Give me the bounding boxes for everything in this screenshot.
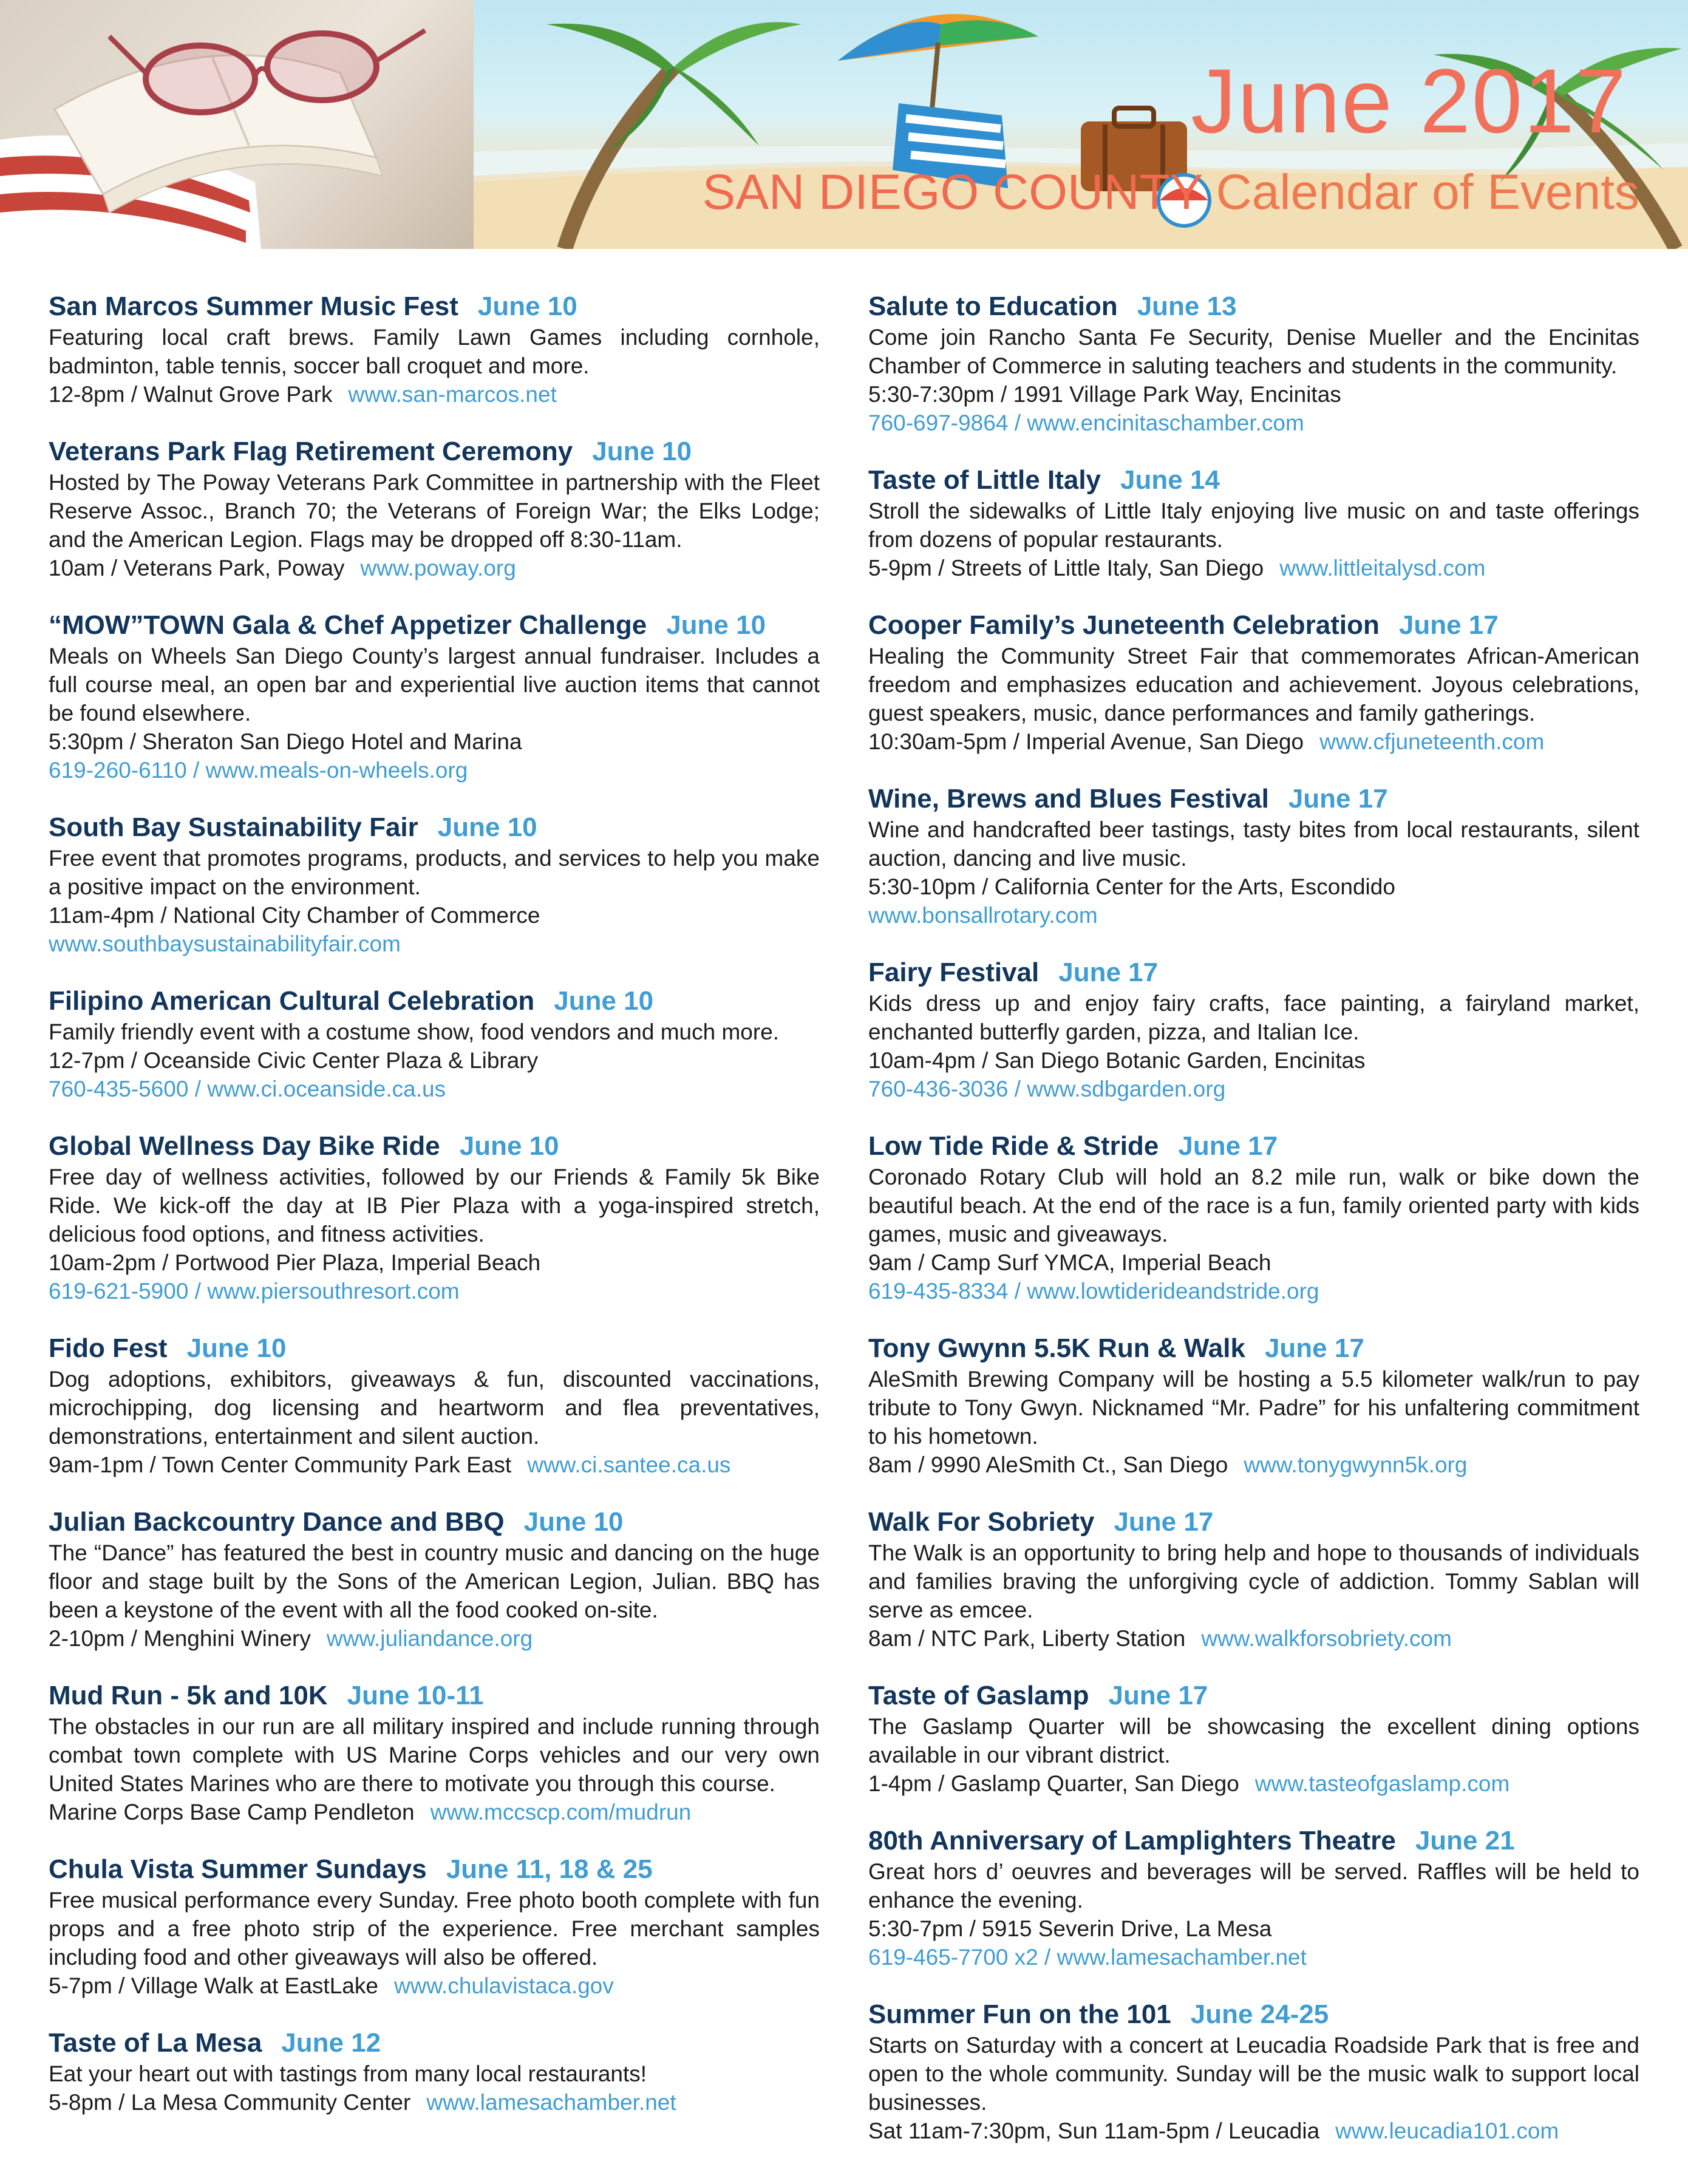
event-details xyxy=(49,1624,820,1653)
event-entry xyxy=(868,1506,1639,1653)
subtitle-county: SAN DIEGO COUNTY xyxy=(702,165,1202,220)
event-date: June 13 xyxy=(1137,291,1237,321)
event-title: Chula Vista Summer Sundays xyxy=(49,1854,427,1884)
event-header xyxy=(868,1679,1639,1712)
event-description: Healing the Community Street Fair that commemorates African-American freedom and emphasizes education and achievement. Joyous celebrations, guest speakers, music, dance performances and family gatherings. xyxy=(868,644,1639,726)
event-entry xyxy=(49,1853,820,2000)
event-description: AleSmith Brewing Company will be hosting a 5.5 kilometer walk/run to pay tribute to Tony Gwyn. Nicknamed “Mr. Padre” for his unfaltering commitment to his hometown. xyxy=(868,1367,1639,1449)
event-description: Wine and handcrafted beer tastings, tasty bites from local restaurants, silent auction, dancing and live music. xyxy=(868,817,1639,871)
event-description: Eat your heart out with tastings from many local restaurants! xyxy=(49,2061,647,2086)
book-glasses-photo xyxy=(0,0,474,249)
book-glasses-illustration xyxy=(0,0,474,249)
event-description: Free event that promotes programs, products, and services to help you make a positive impact on the environment. xyxy=(49,846,820,899)
event-header xyxy=(868,464,1639,497)
event-description: Stroll the sidewalks of Little Italy enjoying live music on and taste offerings from dozens of popular restaurants. xyxy=(868,498,1639,552)
event-url[interactable]: www.poway.org xyxy=(360,556,516,580)
event-entry xyxy=(49,1130,820,1305)
event-date: June 10-11 xyxy=(347,1681,484,1710)
event-time-location: 8am / NTC Park, Liberty Station xyxy=(868,1626,1186,1651)
event-header xyxy=(868,609,1639,642)
event-header xyxy=(868,1506,1639,1539)
event-url[interactable]: www.littleitalysd.com xyxy=(1279,556,1486,580)
event-date: June 10 xyxy=(459,1131,559,1161)
event-title: Fido Fest xyxy=(49,1333,168,1363)
event-description: Free day of wellness activities, followed by our Friends & Family 5k Bike Ride. We kick-off the day at IB Pier Plaza with a yoga-inspired stretch, delicious food options, and fitness activities. xyxy=(49,1165,820,1247)
event-title: Salute to Education xyxy=(868,291,1118,321)
header-banner xyxy=(0,0,1688,249)
event-header xyxy=(868,290,1639,323)
event-url[interactable]: www.cfjuneteenth.com xyxy=(1319,729,1545,754)
event-time-location: 5:30-7pm / 5915 Severin Drive, La Mesa xyxy=(868,1916,1272,1941)
event-title: Filipino American Cultural Celebration xyxy=(49,986,535,1016)
event-date: June 17 xyxy=(1264,1333,1364,1363)
event-time-location: 12-8pm / Walnut Grove Park xyxy=(49,382,333,407)
event-entry xyxy=(49,2027,820,2117)
event-header xyxy=(49,1853,820,1886)
event-title: Julian Backcountry Dance and BBQ xyxy=(49,1507,505,1537)
event-url[interactable]: www.tasteofgaslamp.com xyxy=(1254,1771,1510,1796)
event-description: Free musical performance every Sunday. Free photo booth complete with fun props and a free photo strip of the experience. Free merchant samples including food and other giveaways will also be offered. xyxy=(49,1888,820,1970)
event-date: June 10 xyxy=(437,812,537,842)
events-column-right xyxy=(868,290,1639,2172)
event-date: June 24-25 xyxy=(1190,1999,1329,2029)
event-date: June 17 xyxy=(1288,784,1388,814)
event-description: Starts on Saturday with a concert at Leucadia Roadside Park that is free and open to the whole community. Sunday will be the music walk to support local businesses. xyxy=(868,2033,1639,2115)
event-date: June 17 xyxy=(1108,1681,1208,1710)
event-description: Come join Rancho Santa Fe Security, Denise Mueller and the Encinitas Chamber of Commerce in saluting teachers and students in the community. xyxy=(868,325,1639,378)
event-title: Cooper Family’s Juneteenth Celebration xyxy=(868,610,1380,640)
event-title: South Bay Sustainability Fair xyxy=(49,812,418,842)
event-details xyxy=(49,1451,820,1479)
event-entry xyxy=(868,956,1639,1103)
event-date: June 10 xyxy=(477,291,577,321)
event-date: June 17 xyxy=(1398,610,1499,640)
event-title: Veterans Park Flag Retirement Ceremony xyxy=(49,437,573,466)
event-time-location: 5-8pm / La Mesa Community Center xyxy=(49,2090,411,2115)
event-time-location: 9am-1pm / Town Center Community Park East xyxy=(49,1452,512,1477)
event-date: June 17 xyxy=(1114,1507,1214,1537)
event-entry xyxy=(868,464,1639,582)
event-contact-link[interactable]: 619-465-7700 x2 / www.lamesachamber.net xyxy=(868,1945,1307,1970)
event-entry xyxy=(868,1332,1639,1479)
event-date: June 10 xyxy=(523,1507,624,1537)
event-entry xyxy=(49,985,820,1103)
event-header xyxy=(868,1332,1639,1365)
event-details xyxy=(868,1769,1639,1798)
event-header xyxy=(49,609,820,642)
event-date: June 10 xyxy=(592,437,692,466)
event-url[interactable]: www.walkforsobriety.com xyxy=(1201,1626,1452,1651)
event-title: “MOW”TOWN Gala & Chef Appetizer Challenge xyxy=(49,610,647,640)
event-contact-link[interactable]: 619-621-5900 / www.piersouthresort.com xyxy=(49,1279,460,1304)
event-date: June 14 xyxy=(1120,465,1220,495)
event-header xyxy=(49,1130,820,1163)
event-details xyxy=(868,727,1639,756)
event-contact-link[interactable]: 619-260-6110 / www.meals-on-wheels.org xyxy=(49,758,468,783)
event-time-location: 11am-4pm / National City Chamber of Commerce xyxy=(49,903,540,928)
event-details xyxy=(49,380,820,409)
event-details xyxy=(868,1451,1639,1479)
event-entry xyxy=(868,290,1639,437)
event-time-location: 10am / Veterans Park, Poway xyxy=(49,556,345,580)
event-header xyxy=(868,956,1639,989)
event-description: Great hors d’ oeuvres and beverages will be served. Raffles will be held to enhance the evening. xyxy=(868,1859,1639,1913)
subtitle-calendar: Calendar of Events xyxy=(1216,165,1639,220)
event-description: Dog adoptions, exhibitors, giveaways & fun, discounted vaccinations, microchipping, dog licensing and heartworm and flea preventatives, demonstrations, entertainment and silent auction. xyxy=(49,1367,820,1449)
event-date: June 10 xyxy=(186,1333,287,1363)
event-date: June 10 xyxy=(554,986,654,1016)
event-header xyxy=(868,1998,1639,2031)
page-title: June 2017 xyxy=(1191,50,1627,152)
event-description: The Gaslamp Quarter will be showcasing the excellent dining options available in our vibrant district. xyxy=(868,1714,1639,1767)
event-title: Summer Fun on the 101 xyxy=(868,1999,1171,2029)
event-time-location: 10:30am-5pm / Imperial Avenue, San Diego xyxy=(868,729,1304,754)
event-description: Featuring local craft brews. Family Lawn Games including cornhole, badminton, table tennis, soccer ball croquet and more. xyxy=(49,325,820,378)
event-title: Taste of Gaslamp xyxy=(868,1681,1089,1710)
event-description: Family friendly event with a costume show, food vendors and much more. xyxy=(49,1019,780,1044)
event-description: Meals on Wheels San Diego County’s largest annual fundraiser. Includes a full course meal, an open bar and experiential live auction items that cannot be found elsewhere. xyxy=(49,644,820,726)
event-description: Kids dress up and enjoy fairy crafts, face painting, a fairyland market, enchanted butterfly garden, pizza, and Italian Ice. xyxy=(868,991,1639,1044)
event-url[interactable]: www.leucadia101.com xyxy=(1335,2118,1559,2143)
event-url[interactable]: www.chulavistaca.gov xyxy=(393,1973,614,1998)
event-title: Mud Run - 5k and 10K xyxy=(49,1681,328,1710)
event-details xyxy=(49,2088,820,2117)
event-time-location: 10am-4pm / San Diego Botanic Garden, Encinitas xyxy=(868,1048,1366,1073)
event-url[interactable]: www.san-marcos.net xyxy=(348,382,557,407)
event-time-location: 8am / 9990 AleSmith Ct., San Diego xyxy=(868,1452,1228,1477)
event-time-location: 1-4pm / Gaslamp Quarter, San Diego xyxy=(868,1771,1239,1796)
event-title: Taste of Little Italy xyxy=(868,465,1101,495)
event-contact-link[interactable]: www.southbaysustainabilityfair.com xyxy=(49,931,401,956)
event-contact-link[interactable]: 760-436-3036 / www.sdbgarden.org xyxy=(868,1077,1226,1101)
event-url[interactable]: www.juliandance.org xyxy=(326,1626,533,1651)
event-header xyxy=(49,1679,820,1712)
event-header xyxy=(49,1506,820,1539)
event-title: Taste of La Mesa xyxy=(49,2028,262,2058)
event-url[interactable]: www.mccscp.com/mudrun xyxy=(430,1800,692,1825)
event-date: June 10 xyxy=(666,610,766,640)
event-time-location: 5:30-7:30pm / 1991 Village Park Way, Encinitas xyxy=(868,382,1341,407)
event-entry xyxy=(49,1332,820,1479)
event-time-location: 5-9pm / Streets of Little Italy, San Diego xyxy=(868,556,1264,580)
event-entry xyxy=(868,783,1639,930)
event-header xyxy=(49,811,820,844)
event-time-location: 5-7pm / Village Walk at EastLake xyxy=(49,1973,378,1998)
event-time-location: 12-7pm / Oceanside Civic Center Plaza & Library xyxy=(49,1048,539,1073)
event-title: Walk For Sobriety xyxy=(868,1507,1095,1537)
event-time-location: 10am-2pm / Portwood Pier Plaza, Imperial Beach xyxy=(49,1250,541,1275)
event-description: The obstacles in our run are all military inspired and include running through combat town complete with US Marine Corps vehicles and our very own United States Marines who are there to motivate you through this course. xyxy=(49,1714,820,1796)
event-entry xyxy=(49,435,820,582)
event-entry xyxy=(868,609,1639,756)
event-time-location: 5:30-10pm / California Center for the Arts, Escondido xyxy=(868,874,1395,899)
event-time-location: 9am / Camp Surf YMCA, Imperial Beach xyxy=(868,1250,1271,1275)
event-title: Low Tide Ride & Stride xyxy=(868,1131,1159,1161)
event-entry xyxy=(868,1679,1639,1798)
event-title: San Marcos Summer Music Fest xyxy=(49,291,458,321)
event-contact-link[interactable]: www.bonsallrotary.com xyxy=(868,903,1098,928)
event-header xyxy=(49,2027,820,2060)
event-entry xyxy=(49,609,820,784)
event-time-location: 2-10pm / Menghini Winery xyxy=(49,1626,311,1651)
event-title: Wine, Brews and Blues Festival xyxy=(868,784,1269,814)
event-title: Fairy Festival xyxy=(868,958,1040,987)
event-details xyxy=(49,554,820,582)
event-entry xyxy=(868,1130,1639,1305)
event-description: Hosted by The Poway Veterans Park Committee in partnership with the Fleet Reserve Assoc., Branch 70; the Veterans of Foreign War; the Elks Lodge; and the American Legion. Flags may be dropped off 8:30-11am. xyxy=(49,470,820,552)
event-url[interactable]: www.tonygwynn5k.org xyxy=(1244,1452,1468,1477)
event-details xyxy=(868,1624,1639,1653)
event-entry xyxy=(868,1825,1639,1971)
event-header xyxy=(868,1130,1639,1163)
event-entry xyxy=(49,290,820,409)
event-contact-link[interactable]: 760-697-9864 / www.encinitaschamber.com xyxy=(868,410,1304,435)
event-url[interactable]: www.ci.santee.ca.us xyxy=(527,1452,731,1477)
event-details xyxy=(49,1971,820,2000)
event-details xyxy=(868,2117,1639,2145)
event-contact-link[interactable]: 619-435-8334 / www.lowtiderideandstride.org xyxy=(868,1279,1319,1304)
event-date: June 12 xyxy=(281,2028,381,2058)
event-time-location: Marine Corps Base Camp Pendleton xyxy=(49,1800,415,1825)
event-description: The Walk is an opportunity to bring help and hope to thousands of individuals and families braving the unforgiving cycle of addiction. Tommy Sablan will serve as emcee. xyxy=(868,1540,1639,1622)
event-url[interactable]: www.lamesachamber.net xyxy=(426,2090,676,2115)
event-entry xyxy=(49,811,820,958)
event-time-location: Sat 11am-7:30pm, Sun 11am-5pm / Leucadia xyxy=(868,2118,1320,2143)
event-header xyxy=(868,783,1639,815)
events-column-left xyxy=(49,290,820,2143)
event-header xyxy=(49,435,820,468)
page-subtitle xyxy=(703,164,1639,221)
event-header xyxy=(868,1825,1639,1857)
event-header xyxy=(49,290,820,323)
event-entry xyxy=(49,1679,820,1826)
event-title: Global Wellness Day Bike Ride xyxy=(49,1131,440,1161)
event-title: Tony Gwynn 5.5K Run & Walk xyxy=(868,1333,1245,1363)
event-date: June 21 xyxy=(1415,1826,1515,1856)
event-description: The “Dance” has featured the best in country music and dancing on the huge floor and stage built by the Sons of the American Legion, Julian. BBQ has been a keystone of the event with all the food cooked on-site. xyxy=(49,1540,820,1622)
event-time-location: 5:30pm / Sheraton San Diego Hotel and Marina xyxy=(49,729,522,754)
event-date: June 11, 18 & 25 xyxy=(446,1854,653,1884)
event-entry xyxy=(49,1506,820,1653)
event-details xyxy=(868,554,1639,582)
event-contact-link[interactable]: 760-435-5600 / www.ci.oceanside.ca.us xyxy=(49,1077,446,1101)
event-header xyxy=(49,985,820,1018)
event-details xyxy=(49,1798,820,1826)
event-title: 80th Anniversary of Lamplighters Theatre xyxy=(868,1826,1396,1856)
event-date: June 17 xyxy=(1178,1131,1278,1161)
event-date: June 17 xyxy=(1058,958,1159,987)
event-entry xyxy=(868,1998,1639,2145)
event-description: Coronado Rotary Club will hold an 8.2 mile run, walk or bike down the beautiful beach. At the end of the race is a fun, family oriented party with kids games, music and giveaways. xyxy=(868,1165,1639,1247)
event-header xyxy=(49,1332,820,1365)
